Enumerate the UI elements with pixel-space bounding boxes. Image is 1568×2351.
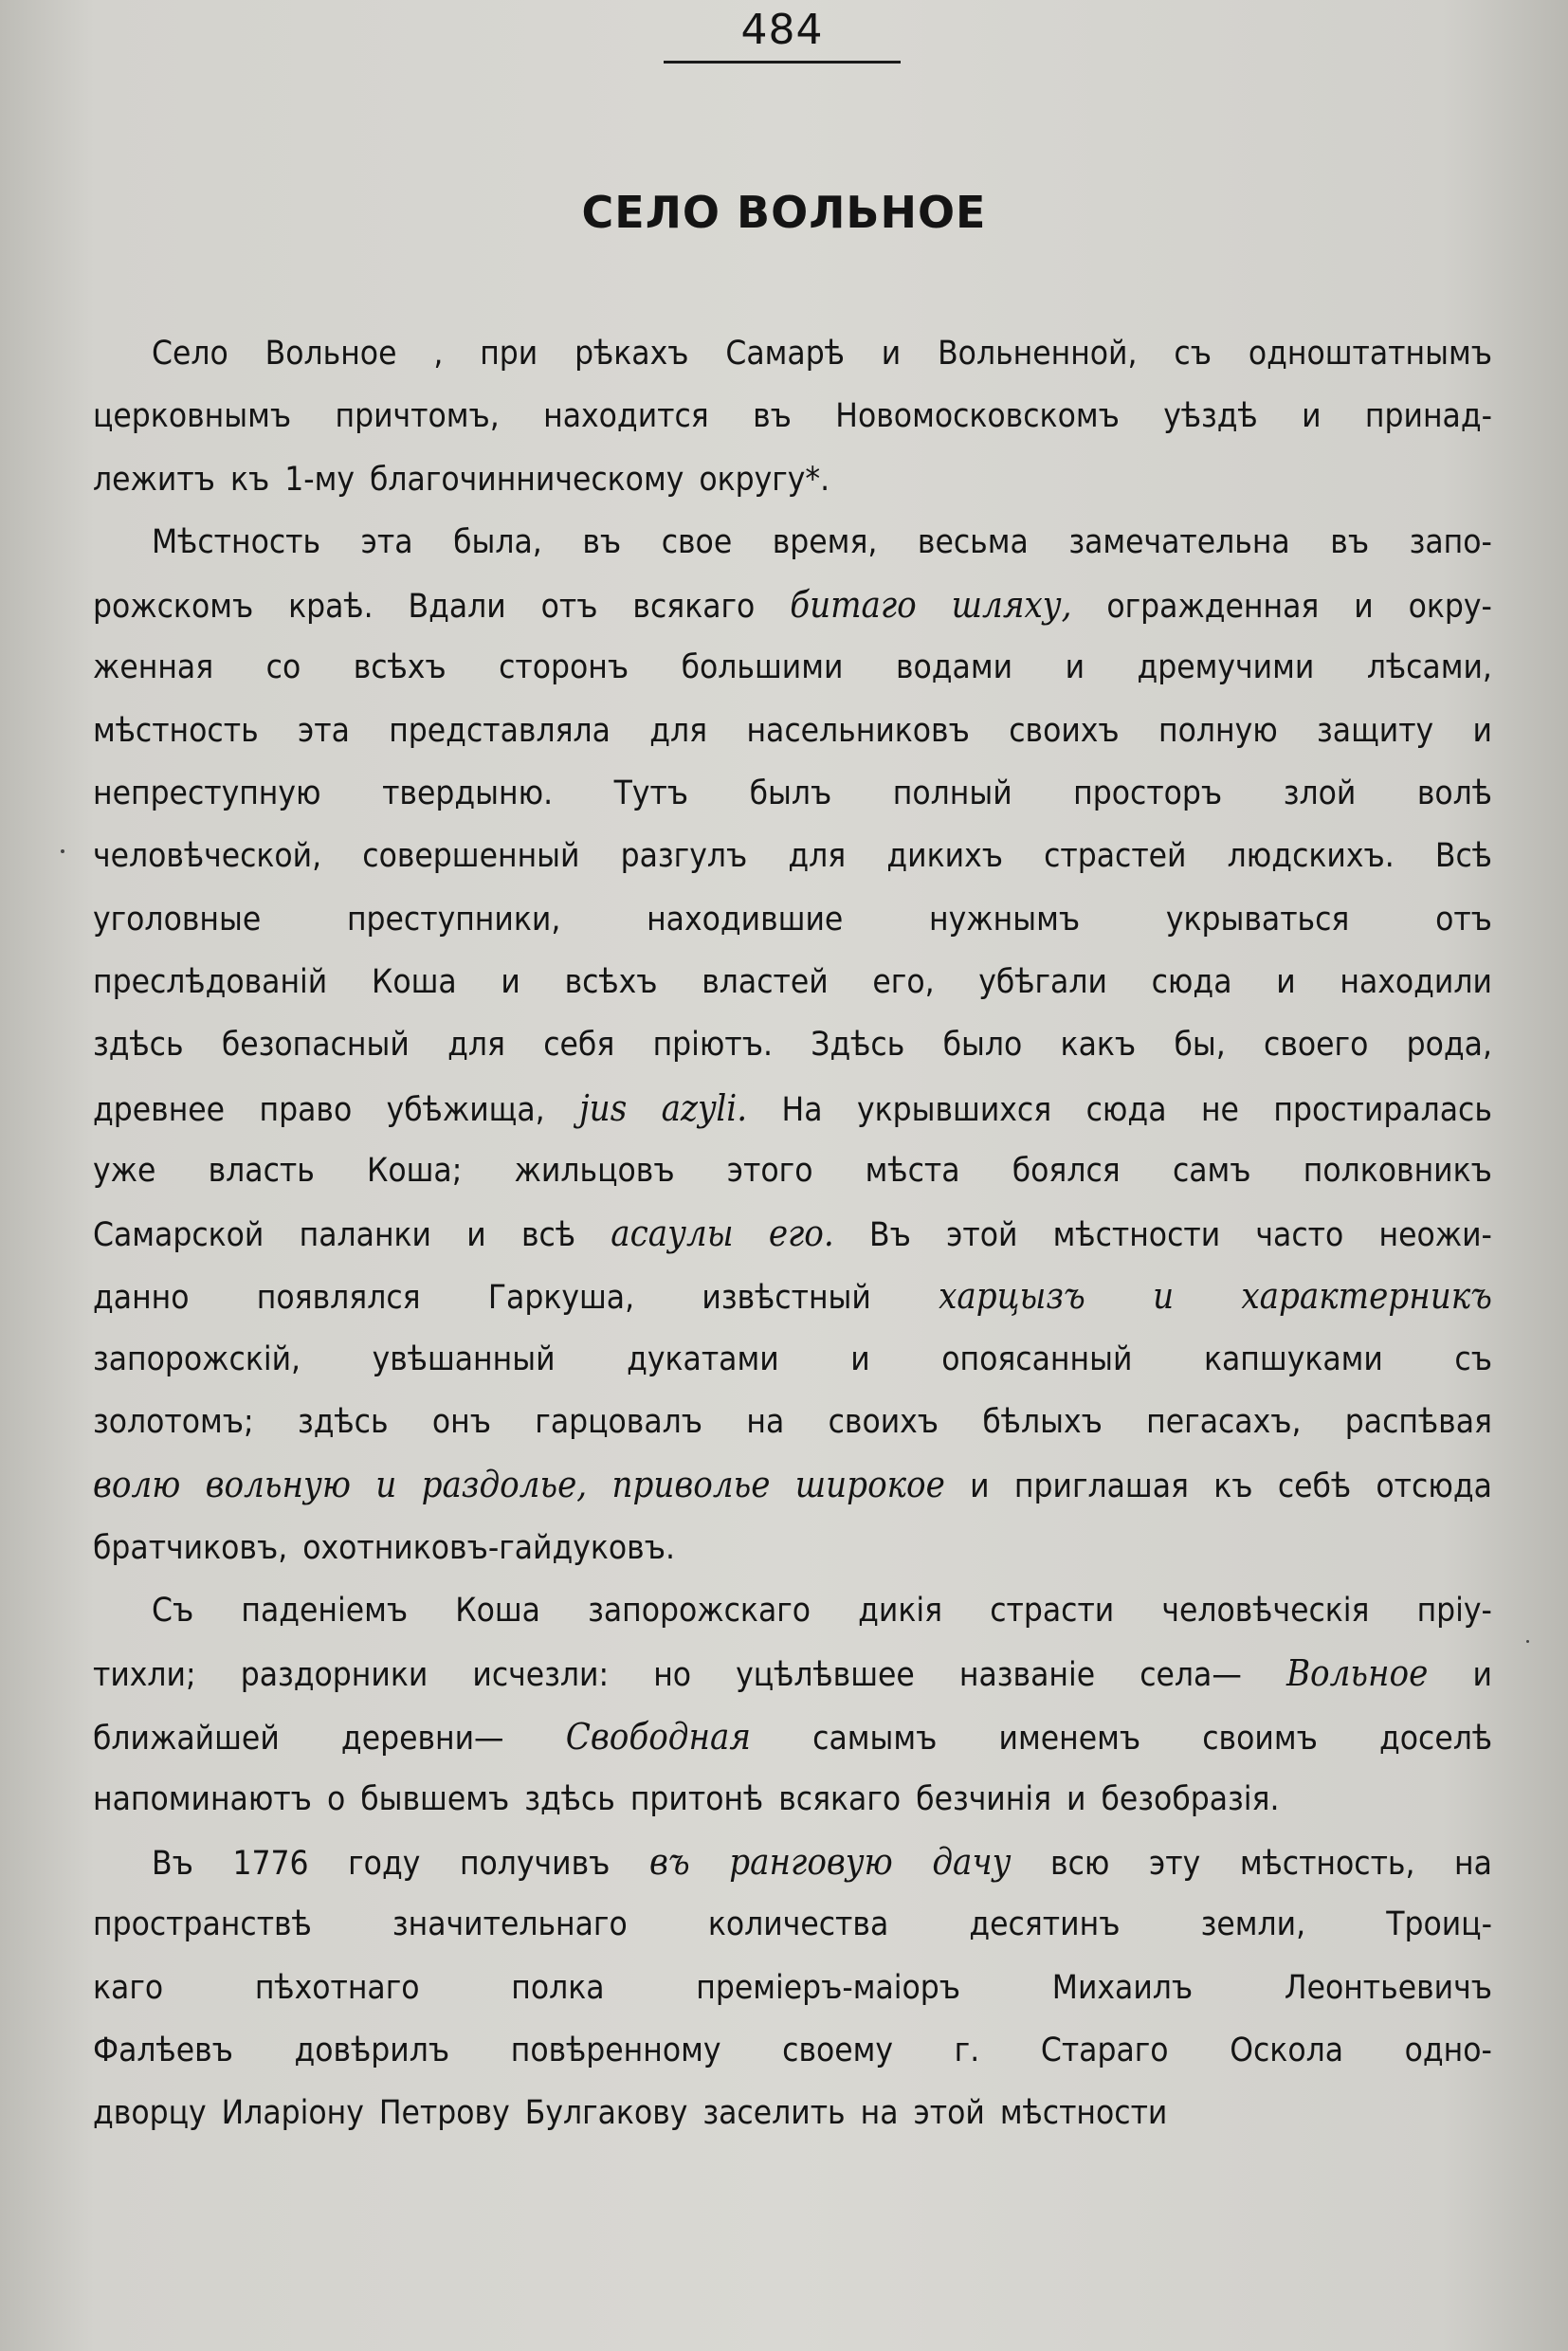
word: 1776 (232, 1845, 309, 1884)
word: здѣсь (297, 1403, 389, 1442)
word: какъ (1060, 1026, 1137, 1065)
word: тихли; (93, 1656, 196, 1695)
word: Леонтьевичъ (1284, 1968, 1492, 2007)
word: дикихъ (886, 837, 1003, 876)
word: Коша (371, 962, 457, 1001)
word: одно- (1404, 2032, 1492, 2070)
word: Въ (868, 1216, 911, 1255)
italic-word: широкое (794, 1464, 945, 1506)
word: увѣшанный (372, 1340, 556, 1378)
word: убѣгали (978, 962, 1107, 1001)
italic-word: въ (649, 1841, 690, 1884)
word: своихъ (828, 1403, 939, 1442)
word: отъ (540, 588, 598, 627)
word: древнее (93, 1090, 226, 1129)
word: съ (1174, 335, 1212, 373)
word: одноштатнымъ (1248, 335, 1492, 373)
word: отъ (1435, 900, 1492, 939)
text-line (93, 1139, 1492, 1202)
word: бывшемъ (360, 1779, 510, 1818)
text-line (93, 1957, 1492, 2019)
text-line (93, 1328, 1492, 1391)
word: появлялся (256, 1279, 421, 1318)
word: всѣхъ (564, 962, 658, 1001)
word: къ (1213, 1467, 1253, 1506)
word: повѣренному (510, 2032, 721, 2070)
word: человѣческія (1161, 1591, 1370, 1630)
word: бы, (1174, 1026, 1226, 1065)
word: властей (702, 962, 829, 1001)
word: каго (93, 1968, 164, 2007)
word: братчиковъ, (93, 1528, 288, 1567)
word: преступники, (346, 900, 561, 939)
word: паланки (299, 1216, 432, 1255)
word: рода, (1406, 1026, 1492, 1065)
word: время, (772, 522, 878, 561)
word: Вдали (408, 588, 506, 627)
italic-word: асаулы (611, 1212, 734, 1255)
word: и (501, 962, 520, 1001)
word: благочинническому (370, 460, 684, 499)
text-line (93, 511, 1492, 574)
word: опоясанный (941, 1340, 1133, 1378)
word: своимъ (1202, 1719, 1318, 1758)
paragraph (93, 1579, 1492, 1831)
word: разгулъ (620, 837, 748, 876)
word: для (649, 711, 708, 750)
word: Стараго (1040, 2032, 1169, 2070)
text-line (93, 574, 1492, 636)
word: напоминаютъ (93, 1779, 312, 1818)
word: названіе (958, 1656, 1096, 1695)
word: рѣкахъ (574, 335, 689, 373)
word: огражденная (1106, 588, 1320, 627)
italic-word: Вольное (1285, 1652, 1429, 1695)
text-line (93, 2019, 1492, 2082)
word: Село (152, 335, 228, 373)
text-line (93, 1579, 1492, 1642)
word: своихъ (1009, 711, 1120, 750)
word: находившие (647, 900, 844, 939)
word: и (1472, 1656, 1492, 1695)
italic-word: jus (579, 1086, 628, 1129)
word: уѣздѣ (1163, 397, 1258, 436)
word: полковникъ (1303, 1151, 1492, 1190)
text-line (93, 1831, 1492, 1893)
italic-word: и (1153, 1275, 1175, 1318)
word: находится (543, 397, 709, 436)
word: этой (946, 1216, 1018, 1255)
word: представляла (389, 711, 611, 750)
word: золотомъ; (93, 1403, 254, 1442)
word: въ (753, 397, 792, 436)
word: дукатами (627, 1340, 779, 1378)
word: пѣхотнаго (254, 1968, 420, 2007)
italic-word: и (375, 1464, 397, 1506)
word: получивъ (459, 1845, 611, 1884)
word: довѣрилъ (294, 2032, 450, 2070)
word: своего (1264, 1026, 1369, 1065)
text-line (93, 1265, 1492, 1327)
word: дворцу (93, 2094, 207, 2133)
italic-word: приволье (611, 1464, 771, 1506)
word: и (466, 1216, 486, 1255)
print-speck (61, 849, 64, 853)
word: большими (681, 648, 844, 687)
word: году (348, 1845, 421, 1884)
word: лежитъ (93, 460, 215, 499)
word: непреступную (93, 775, 321, 813)
word: лѣсами, (1366, 648, 1492, 687)
word: здѣсь (524, 1779, 615, 1818)
word: и (850, 1340, 870, 1378)
word: Съ (152, 1591, 194, 1630)
word: Въ (152, 1845, 193, 1884)
word: Тутъ (613, 775, 689, 813)
word: пріу- (1416, 1591, 1492, 1630)
text-line (93, 1202, 1492, 1265)
word: всѣхъ (353, 648, 447, 687)
word: злой (1283, 775, 1357, 813)
word: На (781, 1090, 823, 1129)
word: Иларіону (221, 2094, 364, 2133)
word: волѣ (1416, 775, 1492, 813)
word: извѣстный (702, 1279, 871, 1318)
word: была, (453, 522, 542, 561)
word: для (788, 837, 847, 876)
word: самымъ (812, 1719, 938, 1758)
word: эта (297, 711, 350, 750)
word: всякаго (778, 1779, 902, 1818)
word: и (881, 335, 902, 373)
word: мѣстности (999, 2094, 1168, 2133)
word: приглашая (1013, 1467, 1189, 1506)
word: полка (511, 1968, 605, 2007)
word: сюда (1151, 962, 1232, 1001)
text-line (93, 448, 1492, 511)
text-line (93, 1517, 1492, 1579)
text-line (93, 1642, 1492, 1704)
word: безопасный (221, 1026, 410, 1065)
word: Оскола (1230, 2032, 1344, 2070)
word: пріютъ. (652, 1026, 773, 1065)
word: запо- (1409, 522, 1492, 561)
word: здѣсь (93, 1026, 184, 1065)
word: и (1276, 962, 1296, 1001)
word: неожи- (1378, 1216, 1492, 1255)
word: полную (1158, 711, 1278, 750)
word: простиралась (1273, 1090, 1492, 1129)
word: всѣ (520, 1216, 575, 1255)
word: всякаго (632, 588, 756, 627)
text-line (93, 951, 1492, 1013)
word: Михаилъ (1051, 1968, 1194, 2007)
word: данно (93, 1279, 190, 1318)
word: насельниковъ (746, 711, 970, 750)
word: эту (1149, 1845, 1201, 1884)
text-line (93, 1893, 1492, 1956)
text-line (93, 1453, 1492, 1516)
word: себя (543, 1026, 615, 1065)
running-head (664, 8, 901, 64)
word: находили (1340, 962, 1492, 1001)
word: сторонъ (499, 648, 629, 687)
word: Троиц- (1386, 1905, 1492, 1944)
word: земли, (1200, 1905, 1306, 1944)
word: Фалѣевъ (93, 2032, 233, 2070)
word: исчезли: (472, 1656, 610, 1695)
word: всю (1050, 1845, 1110, 1884)
word: притонѣ (629, 1779, 764, 1818)
word: округу*. (699, 460, 830, 499)
word: дремучими (1137, 648, 1315, 687)
word: было (942, 1026, 1023, 1065)
word: именемъ (998, 1719, 1141, 1758)
word: совершенный (362, 837, 580, 876)
word: людскихъ. (1227, 837, 1395, 876)
text-line (93, 700, 1492, 762)
word: рожскомъ (93, 588, 254, 627)
word: значительнаго (392, 1905, 628, 1944)
word: ближайшей (93, 1719, 280, 1758)
text-line (93, 385, 1492, 447)
chapter-title: СЕЛО ВОЛЬНОЕ (581, 187, 987, 238)
word: и (1302, 397, 1322, 436)
word: полный (892, 775, 1012, 813)
word: Здѣсь (811, 1026, 905, 1065)
italic-word: битаго (790, 584, 917, 627)
text-line (93, 1705, 1492, 1768)
word: и (1065, 648, 1085, 687)
italic-word: azyli. (661, 1086, 748, 1129)
text-line (93, 1768, 1492, 1831)
word: запорожскій, (93, 1340, 301, 1378)
word: пространствѣ (93, 1905, 312, 1944)
word: доселѣ (1378, 1719, 1492, 1758)
page-number: 484 (740, 6, 824, 54)
word: этой (913, 2094, 985, 2133)
word: его, (872, 962, 935, 1001)
paragraph (93, 511, 1492, 1579)
word: при (480, 335, 538, 373)
word: Самарской (93, 1216, 264, 1255)
word: Гаркуша, (487, 1279, 635, 1318)
italic-word: шляху, (951, 584, 1072, 627)
word: и (1067, 1779, 1086, 1818)
word: защиту (1317, 711, 1434, 750)
word: церковнымъ (93, 397, 292, 436)
word: г. (954, 2032, 980, 2070)
word: замечательна (1068, 522, 1290, 561)
word: на (1454, 1845, 1492, 1884)
italic-word: ранговую (729, 1841, 893, 1884)
word: Мѣстность (152, 522, 321, 561)
word: убѣжища, (386, 1090, 545, 1129)
word: женная (93, 648, 214, 687)
word: право (259, 1090, 353, 1129)
italic-word: волю (93, 1464, 181, 1506)
word: водами (895, 648, 1013, 687)
print-speck (1526, 1640, 1529, 1643)
word: мѣстность, (1239, 1845, 1415, 1884)
word: капшуками (1203, 1340, 1383, 1378)
text-line (93, 1013, 1492, 1076)
word: на (860, 2094, 899, 2133)
word: мѣстности (1052, 1216, 1221, 1255)
word: Самарѣ (725, 335, 845, 373)
text-line (93, 322, 1492, 385)
word: мѣста (865, 1151, 960, 1190)
word: страстей (1044, 837, 1187, 876)
word: и (1472, 711, 1492, 750)
word: свое (661, 522, 733, 561)
word: Вольненной, (938, 335, 1138, 373)
word: преміеръ-маіоръ (696, 1968, 961, 2007)
word: количества (707, 1905, 889, 1944)
word: сюда (1085, 1090, 1167, 1129)
word: Коша (455, 1591, 540, 1630)
italic-word: Свободная (565, 1715, 751, 1758)
word: безчинія (916, 1779, 1052, 1818)
paragraph (93, 1831, 1492, 2144)
italic-word: харцызъ (939, 1275, 1085, 1318)
word: на (746, 1403, 785, 1442)
text-line (93, 762, 1492, 825)
word: къ (229, 460, 270, 499)
word: преслѣдованій (93, 962, 328, 1001)
word: твердыню. (382, 775, 554, 813)
word: Всѣ (1434, 837, 1492, 876)
word: съ (1454, 1340, 1492, 1378)
word: уцѣлѣвшее (736, 1656, 915, 1695)
word: безобразія. (1101, 1779, 1280, 1818)
word: но (653, 1656, 692, 1695)
word: о (326, 1779, 346, 1818)
word: жильцовъ (514, 1151, 675, 1190)
word: укрывшихся (856, 1090, 1052, 1129)
word: раздорники (240, 1656, 428, 1695)
word: отсюда (1376, 1467, 1492, 1506)
word: мѣстность (93, 711, 259, 750)
body-text (93, 322, 1492, 2145)
word: запорожскаго (588, 1591, 811, 1630)
word: принад- (1364, 397, 1492, 436)
word: распѣвая (1344, 1403, 1492, 1442)
word: эта (360, 522, 413, 561)
text-line (93, 1077, 1492, 1139)
paragraph (93, 322, 1492, 511)
text-line (93, 825, 1492, 887)
word: бѣлыхъ (982, 1403, 1103, 1442)
word: Петрову (378, 2094, 510, 2133)
word: охотниковъ-гайдуковъ. (302, 1528, 675, 1567)
header-rule (664, 61, 901, 64)
word: пегасахъ, (1146, 1403, 1302, 1442)
word: со (265, 648, 301, 687)
word: весьма (917, 522, 1029, 561)
word: своему (782, 2032, 894, 2070)
word: въ (582, 522, 622, 561)
word: деревни— (340, 1719, 504, 1758)
word: заселить (702, 2094, 846, 2133)
word: уголовные (93, 900, 262, 939)
word: Коша; (367, 1151, 463, 1190)
word: Новомосковскомъ (835, 397, 1120, 436)
word: дикія (858, 1591, 943, 1630)
word: Вольное (264, 335, 397, 373)
italic-word: его. (768, 1212, 834, 1255)
italic-word: раздолье, (421, 1464, 588, 1506)
italic-word: дачу (932, 1841, 1012, 1884)
word: уже (93, 1151, 156, 1190)
word: причтомъ, (335, 397, 500, 436)
word: паденіемъ (241, 1591, 409, 1630)
word: краѣ. (288, 588, 374, 627)
word: и (1354, 588, 1374, 627)
word: человѣческой, (93, 837, 322, 876)
italic-word: характерникъ (1241, 1275, 1492, 1318)
word: гарцовалъ (535, 1403, 703, 1442)
italic-word: вольную (205, 1464, 351, 1506)
text-line (93, 2082, 1492, 2144)
word: не (1200, 1090, 1239, 1129)
word: 1-му (284, 460, 355, 499)
word: для (447, 1026, 505, 1065)
word: села— (1140, 1656, 1242, 1695)
word: этого (726, 1151, 813, 1190)
word: самъ (1172, 1151, 1251, 1190)
text-line (93, 1391, 1492, 1453)
word: власть (208, 1151, 315, 1190)
word: въ (1330, 522, 1370, 561)
word: боялся (1012, 1151, 1121, 1190)
word: себѣ (1277, 1467, 1352, 1506)
word: просторъ (1073, 775, 1223, 813)
text-line (93, 636, 1492, 699)
word: былъ (749, 775, 832, 813)
word: укрываться (1165, 900, 1350, 939)
word: онъ (431, 1403, 491, 1442)
word: и (970, 1467, 990, 1506)
word: часто (1255, 1216, 1344, 1255)
word: десятинъ (969, 1905, 1121, 1944)
word: Булгакову (524, 2094, 688, 2133)
word: окру- (1408, 588, 1492, 627)
word: нужнымъ (929, 900, 1081, 939)
word: страсти (990, 1591, 1115, 1630)
text-line (93, 888, 1492, 951)
word: , (433, 335, 444, 373)
